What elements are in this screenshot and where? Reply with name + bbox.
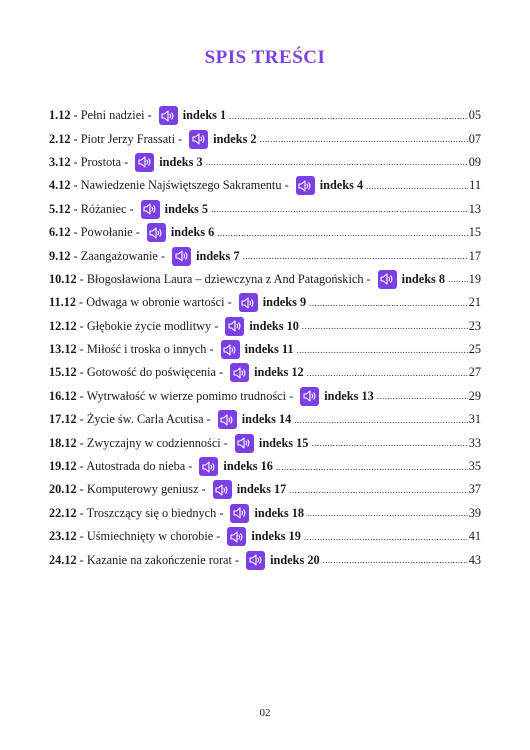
toc-entry-separator: -	[73, 248, 78, 263]
toc-entry-index[interactable]: indeks 1	[182, 108, 227, 123]
toc-entry[interactable]	[49, 151, 481, 174]
speaker-icon[interactable]	[213, 480, 232, 499]
toc-entry-title	[80, 553, 239, 568]
speaker-icon[interactable]	[218, 410, 237, 429]
toc-entry-leader	[242, 249, 467, 263]
speaker-icon[interactable]	[246, 551, 265, 570]
speaker-icon[interactable]	[172, 247, 191, 266]
speaker-icon[interactable]	[227, 527, 246, 546]
toc-entry-title	[74, 202, 134, 217]
toc-entry[interactable]	[49, 431, 481, 454]
toc-entry-leader	[206, 155, 468, 169]
toc-entry-page: 21	[468, 295, 481, 310]
toc-entry-date: 4.12	[49, 178, 71, 193]
toc-entry-index[interactable]: indeks 17	[236, 482, 287, 497]
toc-entry-page: 43	[468, 552, 481, 567]
toc-entry-separator: -	[206, 412, 211, 427]
toc-entry-leader	[304, 530, 468, 544]
toc-entry-date: 24.12	[49, 552, 77, 567]
toc-entry-page: 25	[468, 342, 481, 357]
toc-entry-date: 3.12	[49, 154, 71, 169]
toc-entry-date: 10.12	[49, 271, 77, 286]
toc-entry-separator: -	[73, 225, 78, 240]
toc-entry[interactable]	[49, 502, 481, 525]
toc-entry-title	[80, 529, 221, 544]
toc-entry-title-text: Piotr Jerzy Frassati	[80, 131, 175, 146]
toc-entry-separator: -	[79, 529, 84, 544]
toc-entry-index[interactable]: indeks 8	[401, 271, 446, 286]
toc-entry[interactable]	[49, 478, 481, 501]
speaker-icon[interactable]	[147, 223, 166, 242]
toc-entry-title-text: Komputerowy geniusz	[86, 482, 199, 497]
toc-entry-title-text: Autostrada do nieba	[86, 459, 186, 474]
toc-entry-title	[80, 389, 294, 404]
toc-entry[interactable]	[49, 548, 481, 571]
toc-entry-separator: -	[147, 108, 152, 123]
toc-entry-separator: -	[79, 482, 84, 497]
toc-entry-page: 07	[468, 131, 481, 146]
toc-entry-index[interactable]: indeks 19	[251, 529, 301, 544]
toc-entry-title	[80, 272, 371, 287]
toc-entry-title-text: Wytrwałość w wierze pomimo trudności	[86, 388, 287, 403]
toc-entry-index[interactable]: indeks 2	[213, 131, 257, 146]
toc-entry-leader	[309, 296, 468, 310]
toc-entry-title-text: Uśmiechnięty w chorobie	[86, 529, 214, 544]
toc-entry-index[interactable]: indeks 13	[324, 388, 374, 403]
toc-entry-separator: -	[79, 388, 84, 403]
toc-entry-title-text: Miłość i troska o innych	[86, 342, 207, 357]
toc-entry-separator: -	[178, 131, 183, 146]
toc-entry-title	[74, 108, 152, 123]
speaker-icon[interactable]	[221, 340, 240, 359]
toc-entry-title-text: Zwyczajny w codzienności	[86, 435, 221, 450]
toc-entry[interactable]	[49, 291, 481, 314]
toc-entry-separator: -	[79, 342, 84, 357]
toc-entry-date: 1.12	[49, 108, 71, 123]
toc-entry-title	[74, 225, 140, 240]
toc-entry-title	[80, 459, 193, 474]
toc-entry-index[interactable]: indeks 20	[270, 552, 320, 567]
toc-entry-page: 29	[468, 388, 481, 403]
toc-entry-title-text: Prostota	[80, 154, 122, 169]
speaker-icon[interactable]	[235, 434, 254, 453]
toc-entry-date: 16.12	[49, 388, 77, 403]
toc-entry-date: 9.12	[49, 248, 71, 263]
toc-entry-separator: -	[129, 201, 134, 216]
toc-entry-index[interactable]: indeks 4	[319, 178, 364, 193]
toc-entry-date: 15.12	[49, 365, 77, 380]
toc-entry-date: 18.12	[49, 435, 77, 450]
toc-entry[interactable]	[49, 198, 481, 221]
speaker-icon[interactable]	[230, 504, 249, 523]
toc-entry-leader	[276, 460, 468, 474]
toc-entry-separator: -	[79, 318, 84, 333]
toc-entry-leader	[323, 553, 468, 567]
speaker-icon[interactable]	[135, 153, 154, 172]
toc-entry-separator: -	[79, 412, 84, 427]
speaker-icon[interactable]	[199, 457, 218, 476]
toc-entry-leader	[307, 506, 468, 520]
toc-entry-date: 2.12	[49, 131, 71, 146]
toc-entry-index[interactable]: indeks 14	[241, 412, 292, 427]
toc-entry-separator: -	[201, 482, 206, 497]
toc-entry-separator: -	[73, 108, 78, 123]
speaker-icon[interactable]	[225, 317, 244, 336]
toc-entry-title-text: Troszczący się o biednych	[86, 505, 217, 520]
toc-entry-separator: -	[227, 295, 232, 310]
toc-entry-title	[74, 249, 166, 264]
toc-entry-separator: -	[79, 435, 84, 450]
toc-entry-separator: -	[79, 271, 84, 286]
toc-entry-index[interactable]: indeks 5	[164, 201, 209, 216]
toc-entry-separator: -	[160, 248, 166, 263]
toc-entry[interactable]	[49, 385, 481, 408]
toc-entry-separator: -	[366, 271, 371, 286]
page-number: 02	[259, 707, 271, 719]
toc-entry-separator: -	[223, 435, 228, 450]
toc-entry-index[interactable]: indeks 16	[223, 459, 273, 474]
speaker-icon[interactable]	[296, 176, 315, 195]
toc-entry-date: 13.12	[49, 342, 77, 357]
toc-entry-index[interactable]: indeks 6	[170, 225, 215, 240]
toc-entry-index[interactable]: indeks 11	[244, 342, 294, 357]
toc-entry-separator: -	[124, 154, 129, 169]
toc-entry-separator: -	[219, 505, 224, 520]
toc-entry-page: 15	[468, 225, 481, 240]
toc-entry-index[interactable]: indeks 10	[249, 318, 299, 333]
toc-entry-separator: -	[79, 552, 84, 567]
toc-entry[interactable]	[49, 127, 481, 150]
toc-entry-title	[80, 365, 223, 380]
toc-entry-title	[80, 482, 206, 497]
toc-entry-title-text: Powołanie	[80, 225, 133, 240]
toc-entry-title-text: Kazanie na zakończenie rorat	[86, 552, 232, 567]
toc-entry-separator: -	[73, 154, 78, 169]
toc-entry[interactable]	[49, 268, 481, 291]
toc-entry-page: 41	[468, 529, 481, 544]
toc-entry-page: 37	[468, 482, 481, 497]
toc-entry-title-text: Różaniec	[80, 201, 127, 216]
toc-entry[interactable]	[49, 315, 481, 338]
toc-entry-separator: -	[79, 459, 84, 474]
speaker-icon[interactable]	[159, 106, 178, 125]
toc-entry-leader	[448, 272, 468, 286]
toc-entry-separator: -	[135, 225, 140, 240]
toc-entry-title	[74, 178, 289, 193]
speaker-icon[interactable]	[230, 363, 249, 382]
toc-entry-leader	[289, 483, 467, 497]
toc-entry-separator: -	[79, 505, 84, 520]
toc-entry-date: 22.12	[49, 505, 77, 520]
toc-entry-page: 11	[469, 178, 481, 193]
toc-entry-date: 19.12	[49, 459, 77, 474]
toc-entry[interactable]	[49, 408, 481, 431]
toc-entry-leader	[366, 179, 468, 193]
toc-entry[interactable]	[49, 525, 481, 548]
toc-entry-page: 31	[468, 412, 481, 427]
toc-entry[interactable]	[49, 174, 481, 197]
toc-entry-separator: -	[188, 459, 193, 474]
toc-entry-separator: -	[289, 388, 294, 403]
toc-entry-separator: -	[79, 295, 84, 310]
speaker-icon[interactable]	[239, 293, 258, 312]
toc-entry-title-text: Zaangażowanie	[80, 248, 158, 263]
toc-entry-page: 19	[468, 271, 481, 286]
toc-entry[interactable]	[49, 338, 481, 361]
toc-entry-page: 17	[468, 248, 481, 263]
toc-entry-date: 12.12	[49, 318, 77, 333]
toc-entry-separator: -	[284, 178, 289, 193]
toc-entry-title-text: Nawiedzenie Najświętszego Sakramentu	[80, 178, 282, 193]
toc-entry-separator: -	[214, 318, 219, 333]
speaker-icon[interactable]	[300, 387, 319, 406]
toc-entry-leader	[294, 413, 467, 427]
toc-entry-leader	[311, 436, 467, 450]
toc-entry-title-text: Głębokie życie modlitwy	[86, 318, 212, 333]
toc-entry-leader	[217, 226, 467, 240]
toc-entry-separator: -	[235, 552, 240, 567]
toc-entry-date: 5.12	[49, 201, 71, 216]
toc-entry-date: 6.12	[49, 225, 71, 240]
toc-entry-page: 35	[468, 459, 481, 474]
toc-entry-page: 33	[468, 435, 481, 450]
toc-entry[interactable]	[49, 361, 481, 384]
toc-entry-index[interactable]: indeks 7	[196, 248, 240, 263]
speaker-icon[interactable]	[141, 200, 160, 219]
speaker-icon[interactable]	[189, 130, 208, 149]
toc-entry-date: 20.12	[49, 482, 77, 497]
toc-entry-page: 13	[468, 201, 481, 216]
toc-entry-title	[80, 412, 211, 427]
toc-entry-separator: -	[73, 201, 78, 216]
toc-entry-title	[80, 506, 224, 521]
toc-entry[interactable]	[49, 455, 481, 478]
toc-entry-title-text: Życie św. Carla Acutisa	[86, 412, 204, 427]
toc-entry-title-text: Gotowość do poświęcenia	[86, 365, 216, 380]
toc-entry-index[interactable]: indeks 12	[254, 365, 304, 380]
toc-entry-title-text: Odwaga w obronie wartości	[86, 295, 225, 310]
toc-entry-index[interactable]: indeks 15	[258, 435, 309, 450]
toc-entry-title	[80, 319, 219, 334]
toc-entry-title	[79, 295, 232, 310]
toc-entry-separator: -	[216, 529, 221, 544]
toc-entry-separator: -	[79, 365, 84, 380]
toc-entry-index[interactable]: indeks 18	[254, 505, 305, 520]
toc-entry-separator: -	[73, 131, 78, 146]
toc-entry-index[interactable]: indeks 9	[262, 295, 307, 310]
toc-entry-leader	[229, 109, 468, 123]
toc-entry-title-text: Pełni nadziei	[80, 108, 145, 123]
toc-entry-title	[80, 436, 228, 451]
toc-entry[interactable]	[49, 221, 481, 244]
toc-entry-leader	[260, 132, 468, 146]
toc-entry[interactable]	[49, 244, 481, 267]
toc-entry-title-text: Błogosławiona Laura – dziewczyna z And Patagońskich	[86, 271, 364, 286]
toc-entry-leader	[307, 366, 468, 380]
toc-entry-index[interactable]: indeks 3	[159, 154, 203, 169]
toc-entry-separator: -	[219, 365, 224, 380]
toc-entry-leader	[296, 343, 467, 357]
toc-entry[interactable]	[49, 104, 481, 127]
toc-entry-title	[80, 342, 214, 357]
toc-entry-separator: -	[73, 178, 78, 193]
speaker-icon[interactable]	[378, 270, 397, 289]
toc-entry-page: 05	[468, 108, 481, 123]
page-title: SPIS TREŚCI	[204, 47, 326, 68]
toc-entry-date: 17.12	[49, 412, 77, 427]
toc-entry-page: 39	[468, 505, 481, 520]
toc-entry-page: 27	[468, 365, 481, 380]
toc-entry-separator: -	[209, 342, 214, 357]
toc-entry-title	[74, 155, 129, 170]
toc-entry-date: 23.12	[49, 529, 77, 544]
toc-entry-title	[74, 132, 183, 147]
toc-entry-page: 09	[468, 154, 481, 169]
toc-entry-leader	[211, 202, 468, 216]
toc-entry-page: 23	[468, 318, 481, 333]
toc-entry-leader	[377, 389, 468, 403]
toc-entry-leader	[302, 319, 468, 333]
toc-entry-date: 11.12	[49, 295, 76, 310]
table-of-contents	[49, 104, 481, 572]
